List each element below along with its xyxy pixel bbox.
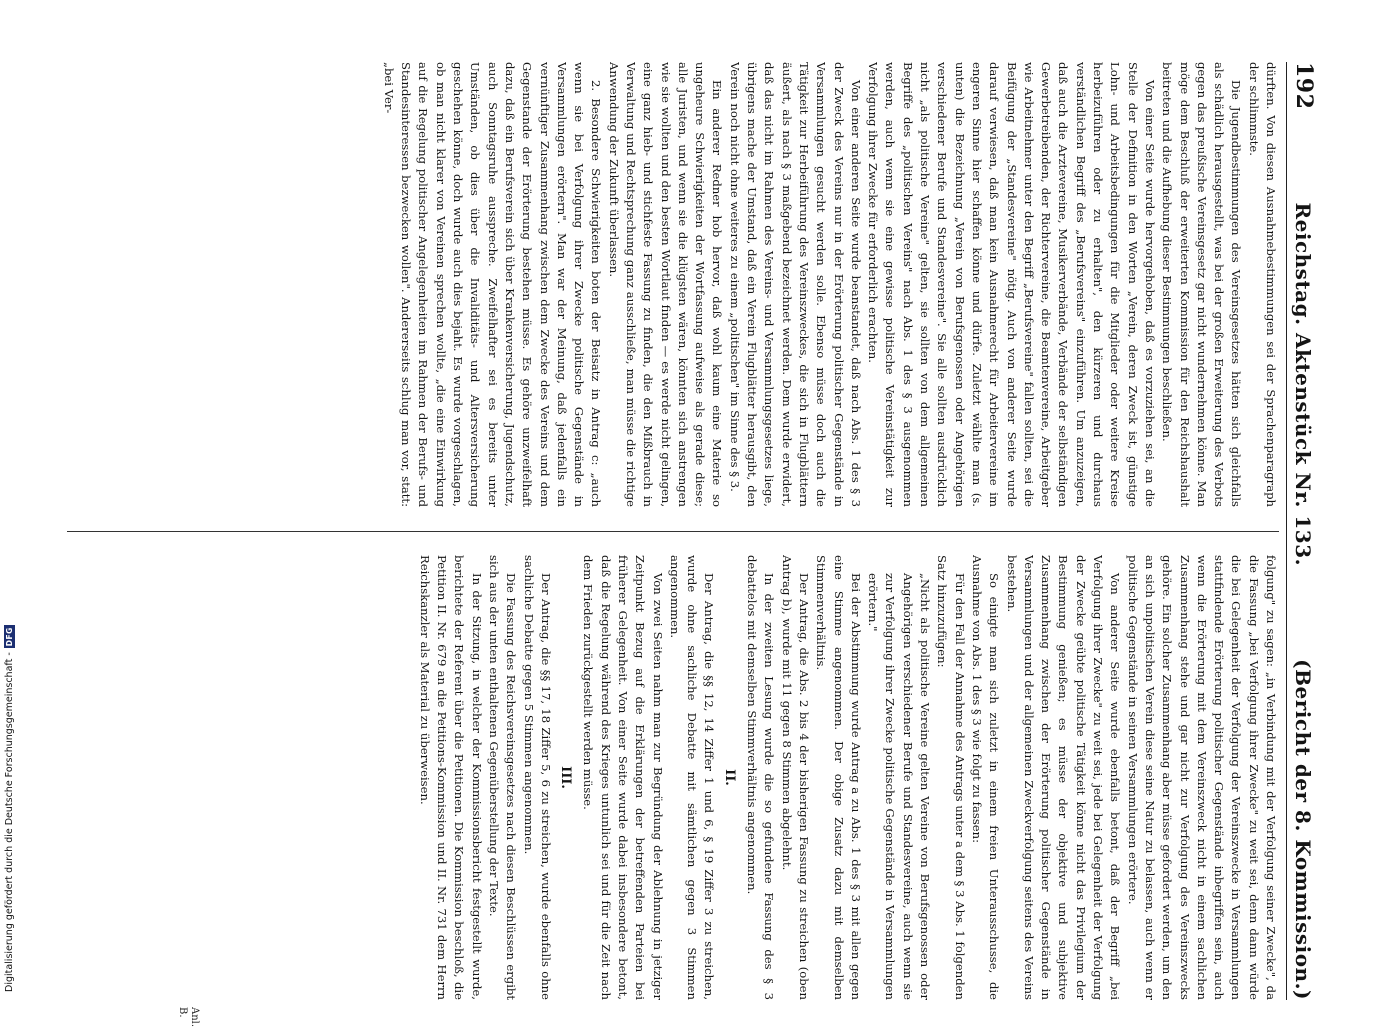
dfg-logo: DFG bbox=[5, 627, 14, 647]
margin-note: Anl. B. bbox=[177, 1007, 200, 1028]
paragraph: 2. Besondere Schwierigkeiten boten der Beisatz in Antrag c: „auch wenn sie bei Verfolgung ihrer Zwecke politische Gegenstände in Versammlungen erörtern". Man war der Meinung, daß jedenfalls ein vernünftiger Zusammenhang zwischen dem Zwecke des Vereins und dem Gegenstande der Erörterung bestehen müsse. Es gehöre unzweifelhaft dazu, daß ein Berufsverein sich über Krankenversicherung, Jugendschutz, auch Sonntagsruhe ausspreche. Zweifelhafter sei es bereits unter Umständen, ob dies über die Invaliditäts- und Altersversicherung geschehen könne, doch wurde auch dies bejaht. Es wurde vorgeschlagen, ob man nicht klarer von Vereinen sprechen wollte, „die eine Einwirkung auf die Regelung politischer Angelegenheiten im Rahmen der Berufs- und Standesinteressen bezwecken wollen". Andererseits schlug man vor, statt: „bei Ver- bbox=[381, 62, 604, 507]
left-column bbox=[69, 62, 1279, 507]
paragraph: dürften. Von diesen Ausnahmebestimmungen sei der Sprachenparagraph der schlimmste. bbox=[1246, 62, 1278, 507]
paragraph: Die Jugendbestimmungen des Vereinsgesetzes hätten sich gleichfalls als schädlich herausgestellt, was bei der großen Erweiterung des Verbots gegen das preußische Vereinsgesetz gar nicht wundernehmen könne. Man möge dem Beschluß der erweiterten Kommission für den Reichshaushalt beitreten und die Aufhebung dieser Bestimmungen beschließen. bbox=[1160, 62, 1244, 507]
footer-text: Digitalisierung gefördert durch die Deutsche Forschungsgemeinschaft - bbox=[4, 652, 15, 992]
paragraph: Für den Fall der Annahme des Antrags unter a dem § 3 Abs. 1 folgenden Satz hinzuzufügen: bbox=[935, 555, 967, 1000]
section-heading: III. bbox=[558, 766, 574, 789]
document-page bbox=[55, 62, 1325, 1028]
digitization-footer bbox=[4, 625, 15, 992]
running-title: Reichstag. Aktenstück Nr. 133. bbox=[1291, 202, 1315, 567]
column-divider bbox=[67, 531, 1279, 532]
paragraph: Von einer anderen Seite wurde beanstandet, daß nach Abs. 1 des § 3 der Zweck des Vereins nur in der Erörterung politischer Gegenstände in Versammlungen gesucht werden solle. Ebenso müsse doch auch die Tätigkeit zur Herbeiführung des Vereinszweckes, die sich in Flugblättern äußert, als nach § 3 maßgebend bezeichnet werden. Dem wurde erwidert, daß das nicht im Rahmen des Vereins- und Versammlungsgesetzes liege, übrigens mache der Umstand, daß ein Verein Flugblätter herausgibt, den Verein noch nicht ohne weiteres zu einem „politischen" im Sinne des § 3. bbox=[727, 62, 863, 507]
section-heading: II. bbox=[721, 769, 737, 786]
right-column bbox=[69, 555, 1279, 1000]
paragraph: Von anderer Seite wurde ebenfalls betont, daß der Begriff „bei Verfolgung ihrer Zwecke" zu weit sei, jede bei Gelegenheit der Verfolgung der Zwecke geübte politische Tätigkeit könne nicht das Privilegium der Bestimmung genießen; es müsse der objektive und subjektive Zusammenhang zwischen der Erörterung politischer Gegenstände in Versammlungen und der allgemeinen Zweckverfolgung seitens des Vereins bestehen. bbox=[1004, 555, 1123, 1000]
paragraph: Von einer Seite wurde hervorgehoben, daß es vorzuziehen sei, an die Stelle der Definition in den Worten „Verein, deren Zweck ist, günstige Lohn- und Arbeitsbedingungen für die Mitglieder oder weitere Kreise herbeizuführen oder zu erhalten", den kürzeren und durchaus verständlichen Begriff des „Berufsvereins" einzuführen. Um anzuzeigen, daß auch die Arztevereine, Musikerverbände, Verbände der selbständigen Gewerbetreibenden, der Richtervereine, die Beamtenvereine, Arbeitgeber wie Arbeitnehmer unter den Begriff „Berufsvereine" fallen sollten, sei die Beifügung der „Standesvereine" nötig. Auch von anderer Seite wurde darauf verwiesen, daß man kein Ausnahmerecht für Arbeitervereine im engeren Sinne hier schaffen könne und dürfe. Zuletzt wählte man (s. unten) die Bezeichnung „Verein von Berufsgenossen oder Angehörigen verschiedener Berufe und Standesvereine". Sie alle sollten ausdrücklich nicht „als politische Vereine" gelten, sie sollten von dem allgemeinen Begriffe des „politischen Vereins" nach Abs. 1 des § 3 ausgenommen werden, auch wenn sie eine gewisse politische Vereinstätigkeit zur Verfolgung ihrer Zwecke für erforderlich erachten. bbox=[866, 62, 1157, 507]
paragraph: folgung" zu sagen: „in Verbindung mit der Verfolgung seiner Zwecke", da die Fassung „bei Verfolgung ihrer Zwecke" zu weit sei, denn dann würde die bei Gelegenheit der Verfolgung der Vereinszwecke in Versammlungen stattfindende Erörterung politischer Gegenstände inbegriffen sein, auch wenn die Erörterung mit dem Vereinszweck nicht in einem sachlichen Zusammenhang stehe und gar nicht zur Verfolgung des Vereinszwecks gehöre. Ein solcher Zusammenhang aber müsse gefordert werden, um den an sich unpolitischen Verein diese seine Natur zu belassen, auch wenn er politische Gegenstände in seinen Versammlungen erörtere. bbox=[1125, 555, 1278, 1000]
page-number: 192 bbox=[1291, 62, 1317, 110]
paragraph: Die Fassung des Reichsvereinsgesetzes nach diesen Beschlüssen ergibt sich aus der unten enthaltenen Gegenüberstellung der Texte. bbox=[486, 555, 519, 1000]
paragraph: Der Antrag, die Abs. 2 bis 4 der bisherigen Fassung zu streichen (oben Antrag b), wurde mit 11 gegen 8 Stimmen abgelehnt. bbox=[779, 555, 811, 1000]
paragraph: „Nicht als politische Vereine gelten Vereine von Berufsgenossen oder Angehörigen verschiedener Berufe und Standesvereine, auch wenn sie zur Verfolgung ihrer Zwecke politische Gegenstände in Versammlungen erörtern." bbox=[866, 573, 933, 1000]
paragraph: So einigte man sich zuletzt in einem freien Unterausschusse, die Ausnahme von Abs. 1 des § 3 wie folgt zu fassen: bbox=[969, 555, 1002, 1000]
header-rule bbox=[1286, 62, 1287, 1000]
paragraph: Von zwei Seiten nahm man zur Begründung der Ablehnung in jetziger Zeitpunkt Bezug auf die Erklärungen der betreffenden Parteien bei früherer Gelegenheit. Von einer Seite wurde dabei insbesondere betont, daß die Regelung während des Krieges untunlich sei und für die Zeit nach dem Frieden zurückgestellt werden müsse. bbox=[581, 555, 665, 1000]
paragraph: Der Antrag, die §§ 12, 14 Ziffer 1 und 6, § 19 Ziffer 3 zu streichen, wurde ohne sachliche Debatte mit sämtlichen gegen 3 Stimmen angenommen. bbox=[667, 555, 717, 1000]
paragraph: Ein anderer Redner hob hervor, daß wohl kaum eine Materie so ungeheure Schwierigkeiten der Wortfassung aufweise als gerade diese; alle Juristen, und wenn sie die klügsten wären, könnten sich anstrengen wie sie wollten und den besten Wortlaut finden — es werde nicht gelingen, eine ganz hieb- und stichfeste Fassung zu finden, die den Mißbrauch in Verwaltung und Rechtsprechung ganz ausschließe, man müsse die richtige Anwendung der Zukunft überlassen. bbox=[606, 62, 725, 507]
paragraph: In der zweiten Lesung wurde die so gefundene Fassung des § 3 debattelos mit demselben Stimmverhältnis angenommen. bbox=[745, 555, 777, 1000]
paragraph: Der Antrag, die §§ 17, 18 Ziffer 5, 6 zu streichen, wurde ebenfalls ohne sachliche Debatte gegen 5 Stimmen angenommen. bbox=[521, 555, 553, 1000]
section-title: (Bericht der 8. Kommission.) bbox=[1291, 659, 1315, 1000]
paragraph: Bei der Abstimmung wurde Antrag a zu Abs. 1 des § 3 mit allen gegen eine Stimme angenommen. Der obige Zusatz dazu mit demselben Stimmenverhältnis. bbox=[814, 555, 863, 1000]
paragraph: In der Sitzung, in welcher der Kommissionsbericht festgestellt wurde, berichtete der Referent über die Petitionen. Die Kommission beschloß, die Petition II. Nr. 679 an die Petitions-Kommission und II. Nr. 731 dem Herrn Reichskanzler als Material zu überweisen. bbox=[417, 555, 484, 1000]
page-header bbox=[1291, 62, 1325, 1000]
